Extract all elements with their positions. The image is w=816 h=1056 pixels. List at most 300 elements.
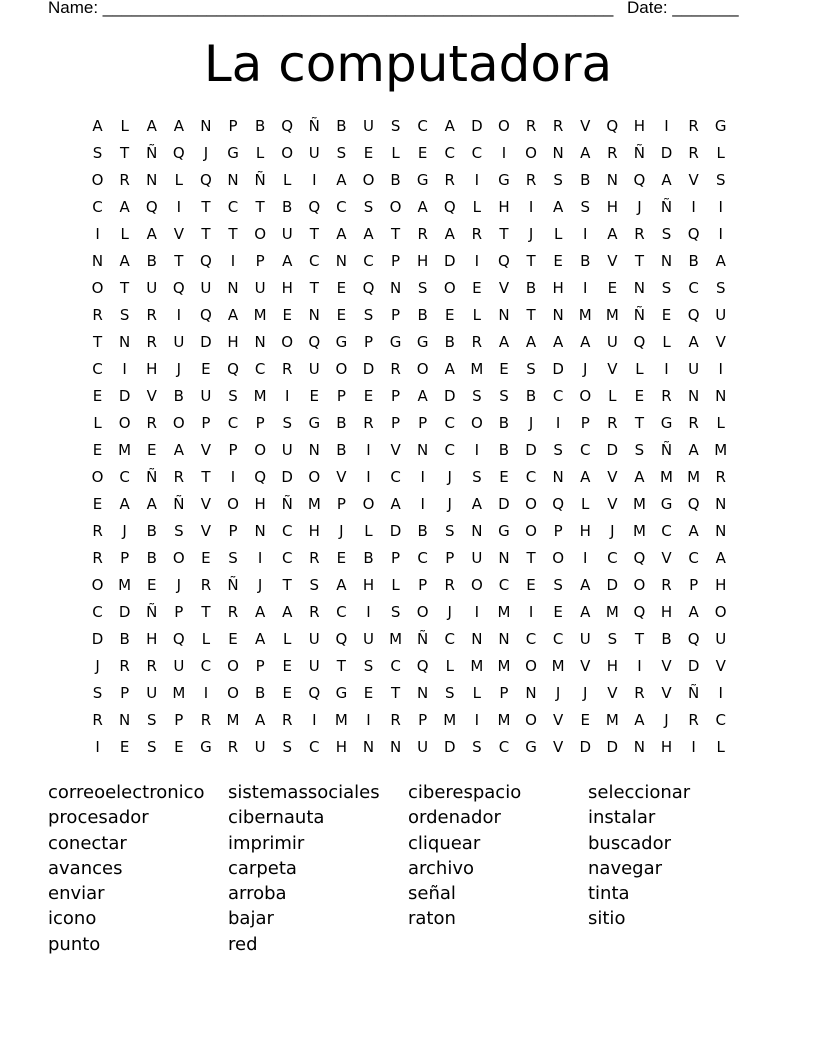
grid-letter: U xyxy=(254,737,266,756)
word-bank-item: bajar xyxy=(228,908,274,930)
grid-letter: R xyxy=(688,143,699,162)
grid-letter: A xyxy=(715,548,726,567)
grid-row xyxy=(84,571,734,598)
grid-letter: L xyxy=(445,656,454,675)
grid-letter: U xyxy=(281,224,293,243)
grid-letter: E xyxy=(363,143,374,162)
grid-letter: B xyxy=(444,332,455,351)
grid-letter: L xyxy=(201,629,211,648)
grid-letter: Ñ xyxy=(687,683,700,702)
grid-letter: I xyxy=(637,656,642,675)
grid-row xyxy=(84,112,734,139)
grid-letter: E xyxy=(92,386,103,405)
grid-letter: Q xyxy=(200,170,212,189)
grid-letter: C xyxy=(498,575,510,594)
grid-letter: E xyxy=(336,278,347,297)
grid-letter: N xyxy=(254,521,266,540)
grid-letter: C xyxy=(92,359,103,378)
grid-letter: G xyxy=(498,170,510,189)
grid-letter: E xyxy=(661,305,672,324)
grid-letter: Q xyxy=(200,305,212,324)
grid-letter: R xyxy=(525,170,537,189)
grid-letter: B xyxy=(661,629,672,648)
grid-letter: S xyxy=(499,386,509,405)
grid-letter: T xyxy=(336,656,346,675)
grid-letter: V xyxy=(553,710,564,729)
grid-letter: N xyxy=(389,737,402,756)
grid-letter: C xyxy=(688,278,699,297)
grid-letter: U xyxy=(173,332,185,351)
grid-letter: B xyxy=(498,413,510,432)
grid-row xyxy=(84,679,734,706)
grid-letter: U xyxy=(688,359,700,378)
grid-letter: L xyxy=(364,521,373,540)
grid-letter: V xyxy=(607,494,618,513)
grid-letter: C xyxy=(336,602,347,621)
word-bank-item: instalar xyxy=(588,807,656,829)
grid-letter: E xyxy=(309,386,320,405)
grid-letter: C xyxy=(525,467,537,486)
grid-letter: Ñ xyxy=(308,116,320,135)
grid-letter: T xyxy=(201,197,211,216)
grid-letter: H xyxy=(254,494,266,513)
grid-letter: S xyxy=(92,143,103,162)
grid-letter: B xyxy=(580,251,591,270)
grid-letter: U xyxy=(200,386,212,405)
grid-letter: H xyxy=(227,332,239,351)
grid-row xyxy=(84,409,734,436)
grid-letter: Q xyxy=(416,656,429,675)
word-bank-item: raton xyxy=(408,908,456,930)
grid-letter: C xyxy=(525,629,537,648)
grid-letter: S xyxy=(417,278,428,297)
grid-letter: H xyxy=(335,737,348,756)
grid-letter: A xyxy=(498,332,510,351)
grid-letter: J xyxy=(610,521,615,540)
grid-letter: B xyxy=(580,170,591,189)
grid-letter: A xyxy=(688,521,699,540)
grid-letter: C xyxy=(336,197,347,216)
grid-letter: V xyxy=(688,170,699,189)
grid-letter: M xyxy=(605,602,619,621)
grid-letter: N xyxy=(119,710,131,729)
grid-letter: S xyxy=(445,521,455,540)
grid-letter: L xyxy=(608,386,617,405)
grid-letter: B xyxy=(336,116,347,135)
grid-letter: G xyxy=(200,737,212,756)
grid-letter: S xyxy=(661,278,672,297)
grid-letter: V xyxy=(715,656,726,675)
grid-letter: O xyxy=(281,143,294,162)
grid-letter: E xyxy=(119,737,130,756)
grid-letter: B xyxy=(146,251,157,270)
grid-letter: D xyxy=(118,602,131,621)
grid-letter: J xyxy=(95,656,100,675)
word-bank-item: conectar xyxy=(48,832,127,854)
grid-letter: O xyxy=(443,278,456,297)
grid-letter: T xyxy=(201,602,211,621)
grid-letter: U xyxy=(417,737,429,756)
grid-letter: C xyxy=(200,656,212,675)
grid-letter: P xyxy=(120,548,130,567)
grid-letter: I xyxy=(312,170,317,189)
grid-letter: R xyxy=(227,602,239,621)
grid-letter: L xyxy=(635,359,644,378)
grid-letter: A xyxy=(688,332,699,351)
grid-letter: U xyxy=(308,656,320,675)
grid-letter: D xyxy=(443,251,456,270)
name-field-label: Name: ______________________________________________________ xyxy=(48,0,614,17)
grid-letter: R xyxy=(688,116,699,135)
word-bank-item: ordenador xyxy=(408,807,501,829)
grid-letter: C xyxy=(309,737,320,756)
grid-letter: I xyxy=(122,359,127,378)
grid-letter: N xyxy=(552,467,564,486)
grid-letter: G xyxy=(416,170,429,189)
grid-letter: R xyxy=(173,467,185,486)
grid-letter: B xyxy=(254,116,266,135)
grid-letter: I xyxy=(691,737,696,756)
grid-letter: A xyxy=(254,602,266,621)
grid-letter: A xyxy=(363,224,374,243)
grid-letter: A xyxy=(444,116,455,135)
grid-letter: M xyxy=(605,305,619,324)
grid-row xyxy=(84,706,734,733)
grid-letter: R xyxy=(607,143,618,162)
grid-letter: Ñ xyxy=(417,629,429,648)
grid-letter: I xyxy=(583,548,588,567)
grid-letter: Ñ xyxy=(633,143,646,162)
grid-letter: V xyxy=(200,440,212,459)
grid-letter: R xyxy=(281,710,293,729)
grid-letter: I xyxy=(474,710,480,729)
grid-letter: C xyxy=(444,629,455,648)
grid-letter: V xyxy=(607,251,618,270)
grid-letter: I xyxy=(528,197,534,216)
grid-letter: Q xyxy=(308,683,321,702)
grid-letter: C xyxy=(227,413,239,432)
grid-letter: S xyxy=(336,143,347,162)
grid-letter: I xyxy=(474,440,480,459)
grid-letter: S xyxy=(146,710,157,729)
grid-letter: I xyxy=(95,224,100,243)
word-bank-item: cliquear xyxy=(408,832,481,854)
grid-letter: Q xyxy=(633,332,646,351)
grid-letter: H xyxy=(579,521,591,540)
grid-letter: V xyxy=(607,683,618,702)
grid-row xyxy=(84,193,734,220)
grid-letter: T xyxy=(526,548,536,567)
grid-row xyxy=(84,733,734,760)
grid-letter: V xyxy=(498,278,510,297)
grid-letter: I xyxy=(664,116,669,135)
grid-letter: D xyxy=(443,737,456,756)
grid-letter: B xyxy=(417,305,428,324)
grid-row xyxy=(84,517,734,544)
grid-letter: C xyxy=(661,521,672,540)
grid-letter: N xyxy=(498,305,510,324)
grid-letter: E xyxy=(282,683,292,702)
grid-letter: I xyxy=(176,305,182,324)
grid-row xyxy=(84,166,734,193)
grid-letter: A xyxy=(336,575,347,594)
grid-letter: M xyxy=(470,656,484,675)
grid-letter: G xyxy=(308,413,321,432)
grid-letter: B xyxy=(336,413,347,432)
grid-letter: M xyxy=(334,710,348,729)
grid-letter: E xyxy=(580,710,590,729)
grid-letter: O xyxy=(579,386,592,405)
grid-letter: O xyxy=(227,656,239,675)
grid-letter: O xyxy=(91,467,104,486)
grid-letter: R xyxy=(146,332,157,351)
grid-letter: D xyxy=(579,737,592,756)
grid-letter: M xyxy=(470,359,484,378)
grid-letter: S xyxy=(228,548,238,567)
grid-letter: H xyxy=(417,251,429,270)
grid-letter: B xyxy=(363,548,374,567)
grid-letter: H xyxy=(552,278,564,297)
grid-letter: H xyxy=(362,575,375,594)
grid-letter: A xyxy=(580,143,591,162)
grid-letter: B xyxy=(525,278,537,297)
grid-letter: A xyxy=(146,494,157,513)
grid-letter: R xyxy=(200,575,212,594)
grid-letter: A xyxy=(254,710,266,729)
grid-letter: C xyxy=(579,440,591,459)
grid-letter: N xyxy=(552,305,564,324)
grid-letter: V xyxy=(390,440,401,459)
grid-letter: C xyxy=(552,386,564,405)
grid-letter: S xyxy=(607,629,618,648)
grid-letter: R xyxy=(417,224,428,243)
word-bank-item: seleccionar xyxy=(588,782,691,803)
grid-letter: C xyxy=(444,440,455,459)
grid-letter: T xyxy=(120,278,130,297)
grid-letter: P xyxy=(418,413,428,432)
grid-letter: B xyxy=(146,521,157,540)
grid-letter: T xyxy=(634,413,644,432)
grid-letter: N xyxy=(308,440,320,459)
grid-letter: C xyxy=(688,548,699,567)
grid-letter: U xyxy=(362,629,374,648)
grid-letter: V xyxy=(661,656,672,675)
grid-letter: S xyxy=(228,386,238,405)
grid-letter: T xyxy=(309,224,319,243)
grid-letter: Q xyxy=(633,548,646,567)
grid-letter: E xyxy=(472,278,482,297)
grid-letter: O xyxy=(91,278,104,297)
grid-letter: T xyxy=(390,683,401,702)
grid-letter: M xyxy=(172,683,186,702)
grid-letter: R xyxy=(146,656,157,675)
grid-row xyxy=(84,301,734,328)
grid-letter: C xyxy=(363,251,374,270)
word-bank-item: procesador xyxy=(48,807,149,829)
grid-letter: C xyxy=(552,629,564,648)
grid-letter: M xyxy=(253,305,267,324)
grid-letter: R xyxy=(634,683,645,702)
grid-letter: R xyxy=(607,413,618,432)
grid-letter: M xyxy=(687,467,701,486)
grid-letter: P xyxy=(553,521,563,540)
word-bank-item: tinta xyxy=(588,883,630,905)
grid-letter: S xyxy=(445,683,455,702)
grid-letter: E xyxy=(146,575,157,594)
grid-letter: A xyxy=(336,170,347,189)
grid-letter: I xyxy=(203,683,209,702)
grid-letter: P xyxy=(418,575,428,594)
grid-letter: A xyxy=(471,494,482,513)
grid-letter: P xyxy=(174,602,184,621)
grid-letter: L xyxy=(120,224,129,243)
grid-letter: I xyxy=(474,602,480,621)
grid-letter: S xyxy=(715,170,726,189)
grid-letter: N xyxy=(525,683,537,702)
grid-letter: U xyxy=(200,278,212,297)
grid-letter: E xyxy=(146,440,157,459)
grid-letter: A xyxy=(444,224,455,243)
grid-letter: P xyxy=(120,683,130,702)
grid-letter: P xyxy=(499,683,509,702)
grid-letter: P xyxy=(336,386,346,405)
grid-letter: E xyxy=(445,305,455,324)
grid-letter: Q xyxy=(172,629,185,648)
grid-letter: B xyxy=(254,683,266,702)
grid-letter: R xyxy=(92,521,103,540)
grid-letter: I xyxy=(257,548,263,567)
grid-row xyxy=(84,247,734,274)
grid-letter: C xyxy=(119,467,130,486)
grid-letter: N xyxy=(335,251,347,270)
grid-letter: I xyxy=(176,197,182,216)
grid-letter: N xyxy=(715,386,727,405)
grid-letter: P xyxy=(228,440,238,459)
grid-letter: Q xyxy=(687,494,700,513)
grid-letter: Q xyxy=(606,116,619,135)
grid-letter: A xyxy=(146,116,157,135)
grid-letter: O xyxy=(470,413,483,432)
grid-letter: C xyxy=(92,197,103,216)
grid-letter: A xyxy=(417,386,428,405)
grid-letter: I xyxy=(718,224,723,243)
grid-letter: R xyxy=(309,602,320,621)
grid-letter: G xyxy=(416,332,429,351)
grid-letter: S xyxy=(580,197,590,216)
grid-letter: P xyxy=(336,494,346,513)
grid-letter: G xyxy=(335,683,348,702)
grid-letter: O xyxy=(525,143,537,162)
grid-letter: S xyxy=(92,683,103,702)
grid-letter: M xyxy=(578,305,592,324)
grid-letter: R xyxy=(444,575,455,594)
grid-letter: R xyxy=(281,359,293,378)
grid-letter: P xyxy=(445,548,455,567)
grid-letter: Q xyxy=(281,116,294,135)
grid-letter: O xyxy=(362,170,375,189)
grid-letter: E xyxy=(336,305,347,324)
grid-letter: T xyxy=(309,278,319,297)
grid-letter: N xyxy=(633,278,646,297)
grid-letter: S xyxy=(661,224,672,243)
grid-letter: R xyxy=(146,413,157,432)
grid-letter: Ñ xyxy=(146,602,158,621)
grid-letter: N xyxy=(660,251,673,270)
grid-row xyxy=(84,490,734,517)
grid-letter: D xyxy=(471,116,483,135)
grid-letter: E xyxy=(363,386,374,405)
grid-letter: V xyxy=(146,386,157,405)
grid-row xyxy=(84,652,734,679)
grid-letter: T xyxy=(174,251,184,270)
grid-letter: I xyxy=(583,224,588,243)
grid-letter: O xyxy=(172,413,185,432)
grid-letter: G xyxy=(389,332,402,351)
grid-letter: U xyxy=(281,440,293,459)
grid-letter: I xyxy=(284,386,290,405)
grid-letter: P xyxy=(391,413,401,432)
grid-letter: G xyxy=(525,737,537,756)
grid-letter: I xyxy=(230,467,236,486)
grid-letter: I xyxy=(718,359,723,378)
grid-letter: I xyxy=(420,494,425,513)
grid-letter: P xyxy=(689,575,699,594)
grid-letter: O xyxy=(281,332,294,351)
grid-letter: T xyxy=(201,224,211,243)
grid-letter: H xyxy=(281,278,293,297)
grid-letter: V xyxy=(661,548,672,567)
grid-letter: E xyxy=(228,629,238,648)
grid-letter: T xyxy=(120,143,130,162)
grid-letter: N xyxy=(362,737,375,756)
grid-letter: Q xyxy=(308,197,321,216)
word-bank-item: red xyxy=(228,933,258,955)
grid-letter: C xyxy=(281,548,293,567)
grid-letter: E xyxy=(553,602,563,621)
grid-letter: A xyxy=(553,332,564,351)
grid-row xyxy=(84,463,734,490)
grid-row xyxy=(84,436,734,463)
grid-letter: S xyxy=(553,440,563,459)
grid-letter: A xyxy=(580,332,591,351)
grid-row xyxy=(84,220,734,247)
grid-letter: Ñ xyxy=(227,575,239,594)
grid-letter: P xyxy=(174,710,184,729)
grid-letter: I xyxy=(366,440,371,459)
grid-letter: G xyxy=(660,413,673,432)
grid-letter: N xyxy=(308,305,320,324)
grid-letter: Q xyxy=(687,629,700,648)
word-search-grid xyxy=(84,112,734,760)
grid-letter: Ñ xyxy=(281,494,293,513)
grid-letter: S xyxy=(174,521,184,540)
grid-letter: E xyxy=(363,683,374,702)
grid-row xyxy=(84,598,734,625)
grid-letter: G xyxy=(660,494,673,513)
grid-letter: G xyxy=(498,521,510,540)
grid-letter: S xyxy=(553,170,563,189)
grid-letter: L xyxy=(93,413,102,432)
grid-letter: O xyxy=(525,521,537,540)
grid-row xyxy=(84,328,734,355)
grid-letter: D xyxy=(118,386,131,405)
grid-letter: L xyxy=(472,683,482,702)
grid-letter: C xyxy=(92,602,103,621)
grid-letter: Q xyxy=(227,359,239,378)
grid-letter: N xyxy=(606,170,618,189)
grid-letter: A xyxy=(119,197,130,216)
word-bank-item: señal xyxy=(408,883,456,905)
